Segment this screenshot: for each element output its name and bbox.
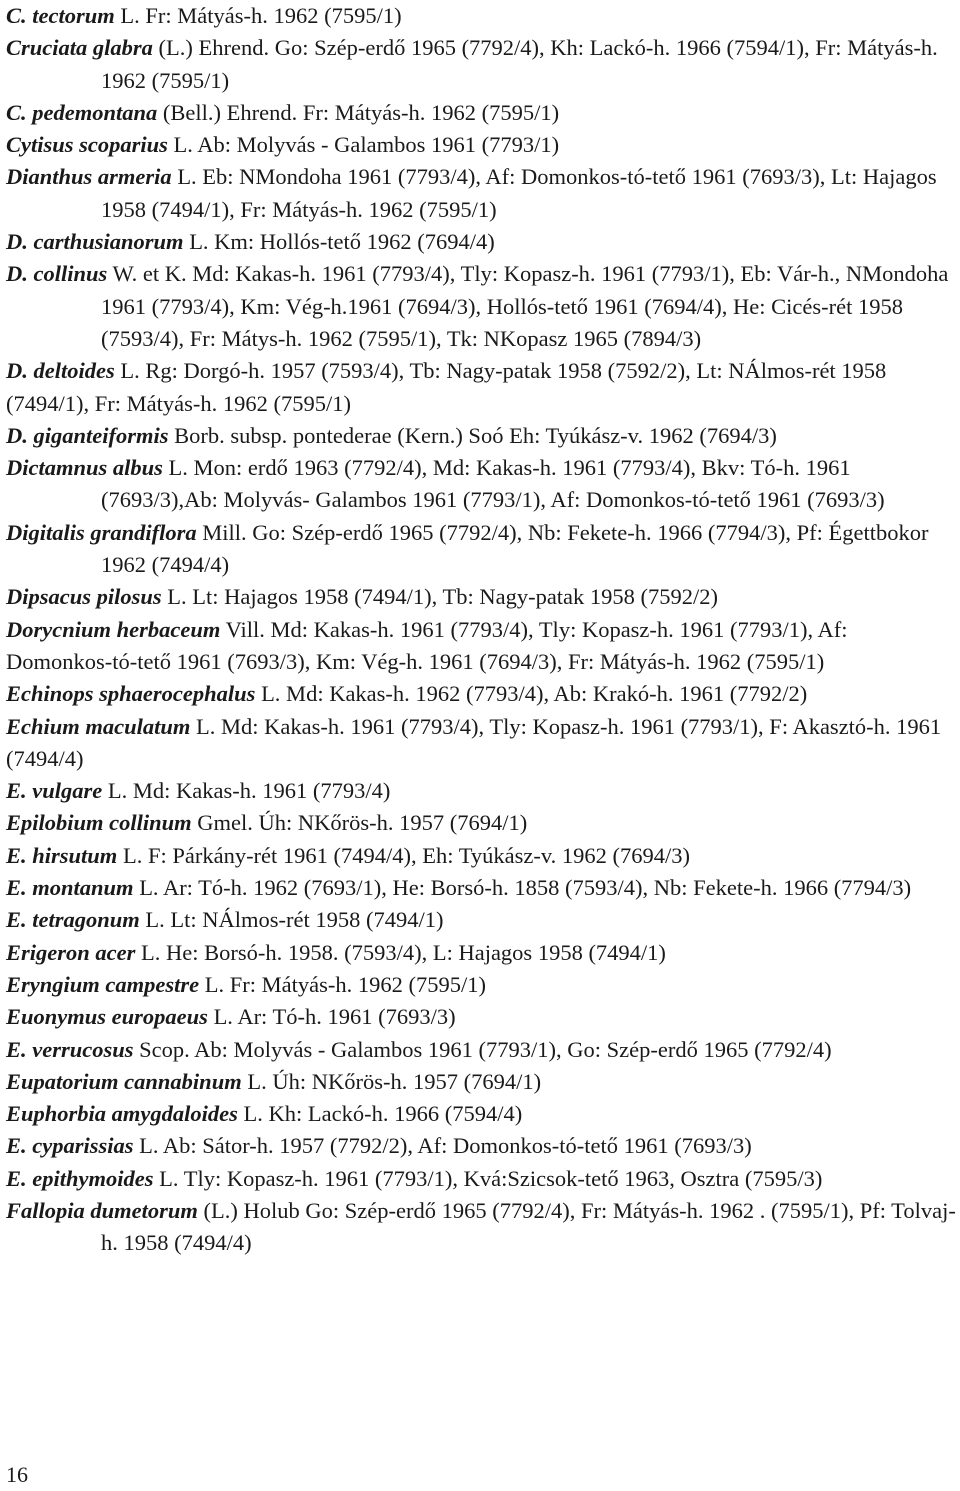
species-name: Dorycnium herbaceum [6, 616, 221, 642]
occurrence-text: L. Eb: NMondoha 1961 (7793/4), Af: Domonkos-tó-tető 1961 (7693/3), Lt: Hajagos 1958 (7494/1), Fr: Mátyás-h. 1962 (7595/1) [101, 164, 937, 222]
list-item [6, 1163, 956, 1195]
list-item [6, 1130, 956, 1162]
list-item [6, 872, 956, 904]
species-name: Dictamnus albus [6, 455, 163, 481]
occurrence-text: L. Km: Hollós-tető 1962 (7694/4) [183, 229, 495, 255]
page-number: 16 [6, 1462, 28, 1487]
species-name: Euphorbia amygdaloides [6, 1101, 238, 1127]
list-item [6, 0, 956, 32]
list-item [6, 1066, 956, 1098]
list-item [6, 226, 956, 258]
list-item [6, 678, 956, 710]
list-item [6, 807, 956, 839]
occurrence-text: L. Fr: Mátyás-h. 1962 (7595/1) [199, 971, 486, 997]
species-name: Dianthus armeria [6, 164, 172, 190]
list-item [6, 97, 956, 129]
species-name: Fallopia dumetorum [6, 1197, 198, 1223]
species-name: D. deltoides [6, 358, 115, 384]
list-item [6, 840, 956, 872]
occurrence-text: L. Tly: Kopasz-h. 1961 (7793/1), Kvá:Szicsok-tető 1963, Osztra (7595/3) [153, 1165, 823, 1191]
list-item [6, 452, 956, 517]
species-name: Erigeron acer [6, 939, 136, 965]
species-name: Cruciata glabra [6, 35, 153, 61]
list-item [6, 969, 956, 1001]
occurrence-text: (L.) Ehrend. Go: Szép-erdő 1965 (7792/4), Kh: Lackó-h. 1966 (7594/1), Fr: Mátyás-h. 1962 (7595/1) [101, 35, 938, 93]
species-name: Dipsacus pilosus [6, 584, 162, 610]
species-list [6, 0, 956, 1260]
species-name: Euonymus europaeus [6, 1004, 208, 1030]
occurrence-text: L. Lt: NÁlmos-rét 1958 (7494/1) [139, 907, 444, 933]
occurrence-text: L. He: Borsó-h. 1958. (7593/4), L: Hajagos 1958 (7494/1) [135, 939, 666, 965]
species-name: E. cyparissias [6, 1133, 134, 1159]
species-name: Echium maculatum [6, 713, 191, 739]
list-item [6, 1098, 956, 1130]
occurrence-text: (L.) Holub Go: Szép-erdő 1965 (7792/4), Fr: Mátyás-h. 1962 . (7595/1), Pf: Tolvaj-h. 1958 (7494/4) [101, 1197, 956, 1256]
species-name: D. collinus [6, 261, 108, 287]
species-name: C. pedemontana [6, 99, 158, 125]
species-name: Digitalis grandiflora [6, 519, 197, 545]
species-name: D. giganteiformis [6, 422, 169, 448]
occurrence-text: L. Md: Kakas-h. 1962 (7793/4), Ab: Krakó-h. 1961 (7792/2) [255, 681, 808, 707]
list-item [6, 32, 956, 97]
species-name: Echinops sphaerocephalus [6, 681, 256, 707]
species-name: Epilobium collinum [6, 810, 192, 836]
occurrence-text: Borb. subsp. pontederae (Kern.) Soó Eh: Tyúkász-v. 1962 (7694/3) [168, 422, 777, 448]
occurrence-text: L. Úh: NKőrös-h. 1957 (7694/1) [241, 1068, 542, 1094]
species-name: Eupatorium cannabinum [6, 1068, 242, 1094]
list-item [6, 258, 956, 355]
species-name: C. tectorum [6, 3, 115, 28]
species-name: E. hirsutum [6, 842, 118, 868]
list-item [6, 420, 956, 452]
species-name: Cytisus scoparius [6, 132, 168, 158]
occurrence-text: Scop. Ab: Molyvás - Galambos 1961 (7793/1), Go: Szép-erdő 1965 (7792/4) [133, 1036, 832, 1062]
occurrence-text: L. Fr: Mátyás-h. 1962 (7595/1) [114, 3, 402, 28]
occurrence-text: L. Ar: Tó-h. 1962 (7693/1), He: Borsó-h. 1858 (7593/4), Nb: Fekete-h. 1966 (7794/3) [133, 875, 912, 901]
list-item [6, 711, 956, 776]
list-item [6, 775, 956, 807]
list-item [6, 614, 956, 679]
species-name: D. carthusianorum [6, 229, 184, 255]
species-name: E. tetragonum [6, 907, 140, 933]
species-name: E. epithymoides [6, 1165, 154, 1191]
occurrence-text: (Bell.) Ehrend. Fr: Mátyás-h. 1962 (7595/1) [157, 99, 560, 125]
list-item [6, 581, 956, 613]
list-item [6, 129, 956, 161]
occurrence-text: L. Md: Kakas-h. 1961 (7793/4) [102, 778, 391, 804]
occurrence-text: L. Ab: Molyvás - Galambos 1961 (7793/1) [167, 132, 560, 158]
occurrence-text: L. Md: Kakas-h. 1961 (7793/4), Tly: Kopasz-h. 1961 (7793/1), F: Akasztó-h. 1961 (7494/4) [6, 713, 942, 771]
list-item [6, 1034, 956, 1066]
occurrence-text: L. Ab: Sátor-h. 1957 (7792/2), Af: Domonkos-tó-tető 1961 (7693/3) [133, 1133, 752, 1159]
occurrence-text: L. Ar: Tó-h. 1961 (7693/3) [207, 1004, 456, 1030]
occurrence-text: L. F: Párkány-rét 1961 (7494/4), Eh: Tyúkász-v. 1962 (7694/3) [117, 842, 691, 868]
species-name: E. verrucosus [6, 1036, 134, 1062]
occurrence-text: L. Rg: Dorgó-h. 1957 (7593/4), Tb: Nagy-patak 1958 (7592/2), Lt: NÁlmos-rét 1958 (7494/1), Fr: Mátyás-h. 1962 (7595/1) [6, 358, 887, 416]
list-item [6, 937, 956, 969]
occurrence-text: L. Mon: erdő 1963 (7792/4), Md: Kakas-h. 1961 (7793/4), Bkv: Tó-h. 1961 (7693/3),Ab: Molyvás- Galambos 1961 (7793/1), Af: Domonkos-tó-tető 1961 (7693/3) [101, 455, 885, 513]
occurrence-text: W. et K. Md: Kakas-h. 1961 (7793/4), Tly: Kopasz-h. 1961 (7793/1), Eb: Vár-h., NMondoha 1961 (7793/4), Km: Vég-h.1961 (7694/3), Hollós-tető 1961 (7694/4), He: Cicés-rét 1958 (7593/4), Fr: Mátys-h. 1962 (7595/1), Tk: NKopasz 1965 (7894/3) [101, 261, 949, 351]
occurrence-text: Mill. Go: Szép-erdő 1965 (7792/4), Nb: Fekete-h. 1966 (7794/3), Pf: Égettbokor 1962 (7494/4) [101, 519, 929, 578]
list-item [6, 355, 956, 420]
occurrence-text: Vill. Md: Kakas-h. 1961 (7793/4), Tly: Kopasz-h. 1961 (7793/1), Af: Domonkos-tó-tető 1961 (7693/3), Km: Vég-h. 1961 (7694/3), Fr: Mátyás-h. 1962 (7595/1) [6, 616, 848, 674]
list-item [6, 517, 956, 582]
species-name: E. montanum [6, 875, 134, 901]
occurrence-text: L. Lt: Hajagos 1958 (7494/1), Tb: Nagy-patak 1958 (7592/2) [161, 584, 719, 610]
species-name: E. vulgare [6, 778, 103, 804]
list-item [6, 1001, 956, 1033]
occurrence-text: L. Kh: Lackó-h. 1966 (7594/4) [237, 1101, 523, 1127]
species-name: Eryngium campestre [6, 971, 200, 997]
list-item [6, 904, 956, 936]
list-item [6, 1195, 956, 1260]
occurrence-text: Gmel. Úh: NKőrös-h. 1957 (7694/1) [191, 810, 528, 836]
list-item [6, 161, 956, 226]
